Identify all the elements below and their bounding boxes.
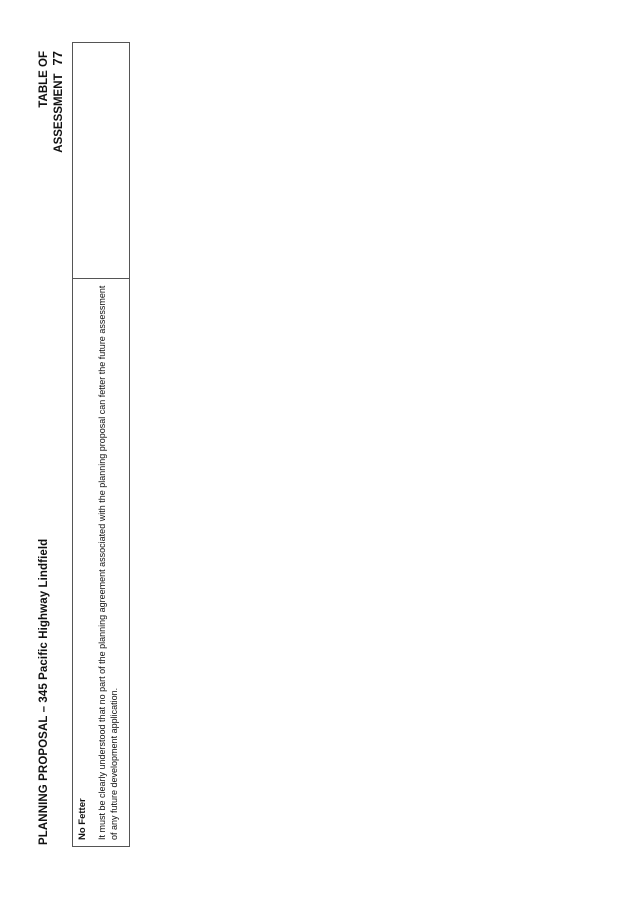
table-cell-main [73, 278, 129, 846]
table-body-text: It must be clearly understood that no part of the planning agreement associated with the planning proposal can fetter the future assessment of any future development application. [97, 285, 119, 840]
page-header-right [38, 51, 65, 201]
document-title: PLANNING PROPOSAL – 345 Pacific Highway Lindfield [38, 538, 50, 845]
assessment-table [72, 42, 130, 847]
table-cell-side [73, 43, 129, 278]
section-title: TABLE OF ASSESSMENT [38, 51, 65, 153]
page-number: 77 [50, 51, 65, 66]
table-heading: No Fetter [77, 798, 88, 840]
